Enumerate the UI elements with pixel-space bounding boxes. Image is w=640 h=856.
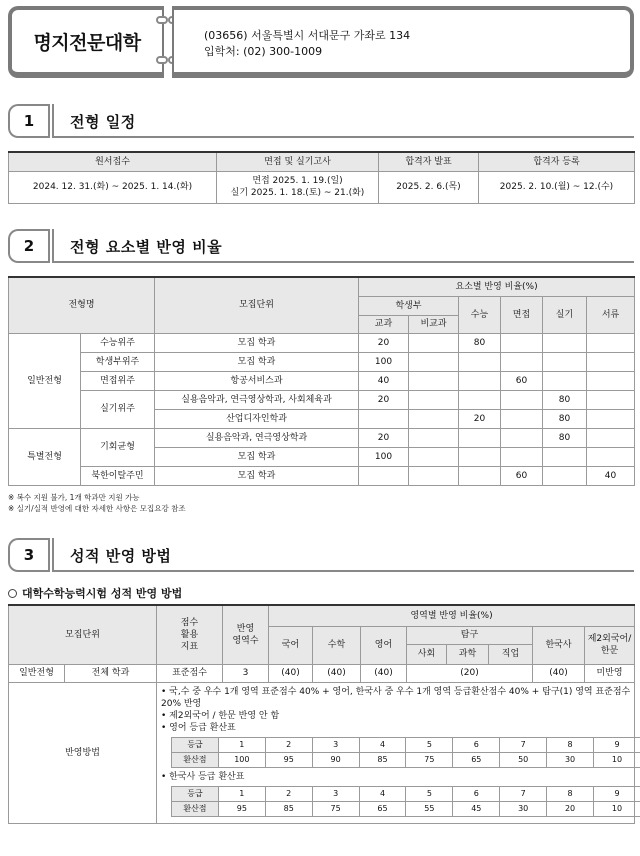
val-nonsubject	[409, 447, 459, 466]
val-practical: 80	[543, 390, 587, 409]
school-header	[8, 6, 634, 78]
sub-type: 기회균형	[81, 428, 155, 466]
method-bullet: • 제2외국어 / 한문 반영 안 함	[161, 710, 280, 721]
header-practical: 실기	[543, 296, 587, 333]
header-foreign: 제2외국어/ 한문	[585, 626, 635, 664]
val-practical: 80	[543, 428, 587, 447]
val-csat	[459, 447, 501, 466]
conv-score: 10	[594, 801, 640, 816]
unit: 실용음악과, 연극영상학과, 사회체육과	[155, 390, 359, 409]
val-csat	[459, 428, 501, 447]
table-row	[9, 664, 635, 682]
section-title: 전형 일정	[70, 113, 136, 131]
grade-label: 등급	[172, 737, 219, 752]
header-science: 과학	[447, 644, 489, 664]
val-docs	[587, 447, 635, 466]
conv-label: 환산점	[172, 752, 219, 767]
table-row	[9, 390, 635, 409]
conv-score: 30	[500, 801, 547, 816]
school-name-box	[8, 6, 164, 78]
grade: 4	[359, 786, 406, 801]
method-label: 반영방법	[9, 682, 157, 823]
method-bullet: • 한국사 등급 환산표	[161, 771, 245, 782]
val-docs	[587, 352, 635, 371]
header-inquiry: 탐구	[407, 626, 533, 644]
val-subject	[359, 409, 409, 428]
header-type: 전형명	[9, 277, 155, 333]
header-vocational: 직업	[489, 644, 533, 664]
unit: 모집 학과	[155, 466, 359, 485]
type-special: 특별전형	[9, 428, 81, 485]
table-row	[9, 352, 635, 371]
section-number: 3	[8, 538, 48, 572]
table-row	[9, 428, 635, 447]
row-inquiry: (20)	[407, 664, 533, 682]
header-announce: 합격자 발표	[379, 152, 479, 171]
val-nonsubject	[409, 428, 459, 447]
section-number: 2	[8, 229, 48, 263]
header-korean: 국어	[269, 626, 313, 664]
section-title: 성적 반영 방법	[70, 547, 172, 565]
header-area-count: 반영 영역수	[223, 605, 269, 664]
conv-score: 75	[312, 801, 359, 816]
header-interview: 면접	[501, 296, 543, 333]
val-subject: 100	[359, 352, 409, 371]
header-math: 수학	[313, 626, 361, 664]
section-header-score	[8, 538, 634, 572]
conv-score: 65	[453, 752, 500, 767]
val-interview	[501, 447, 543, 466]
grade: 7	[500, 737, 547, 752]
val-nonsubject	[409, 371, 459, 390]
grade: 7	[500, 786, 547, 801]
row-math: (40)	[313, 664, 361, 682]
row-count: 3	[223, 664, 269, 682]
val-subject	[359, 466, 409, 485]
type-general: 일반전형	[9, 333, 81, 428]
row-type: 일반전형	[9, 664, 65, 682]
header-nonsubject: 비교과	[409, 315, 459, 333]
method-bullet: • 영어 등급 환산표	[161, 722, 236, 733]
val-interview	[501, 428, 543, 447]
row-foreign: 미반영	[585, 664, 635, 682]
interview-dates	[217, 171, 379, 203]
section-header-ratio	[8, 229, 634, 263]
note: ※ 실기/실적 반영에 대한 자세한 사항은 모집요강 참조	[8, 504, 186, 513]
val-nonsubject	[409, 333, 459, 352]
grade: 9	[594, 786, 640, 801]
conv-score: 85	[265, 801, 312, 816]
val-docs	[587, 333, 635, 352]
conv-score: 30	[547, 752, 594, 767]
grade: 8	[547, 737, 594, 752]
grade: 4	[359, 737, 406, 752]
section-title: 전형 요소별 반영 비율	[70, 238, 223, 256]
val-practical	[543, 352, 587, 371]
school-name: 명지전문대학	[33, 31, 141, 54]
row-score: 표준점수	[157, 664, 223, 682]
val-interview: 60	[501, 466, 543, 485]
register-date: 2025. 2. 10.(월) ~ 12.(수)	[479, 171, 635, 203]
contact-box	[172, 6, 634, 78]
csat-subtitle	[8, 585, 182, 601]
val-csat	[459, 371, 501, 390]
header-csat: 수능	[459, 296, 501, 333]
grade-label: 등급	[172, 786, 219, 801]
val-practical	[543, 333, 587, 352]
val-csat	[459, 390, 501, 409]
val-practical	[543, 447, 587, 466]
section-number: 1	[8, 104, 48, 138]
unit: 모집 학과	[155, 447, 359, 466]
grade: 6	[453, 786, 500, 801]
english-grade-table	[171, 737, 640, 768]
val-interview	[501, 333, 543, 352]
practical-date: 실기 2025. 1. 18.(토) ~ 21.(화)	[230, 188, 365, 198]
row-unit: 전체 학과	[65, 664, 157, 682]
sub-type: 수능위주	[81, 333, 155, 352]
header-unit: 모집단위	[9, 605, 157, 664]
val-subject: 20	[359, 428, 409, 447]
grade: 5	[406, 737, 453, 752]
conv-score: 95	[218, 801, 265, 816]
val-practical: 80	[543, 409, 587, 428]
val-docs	[587, 409, 635, 428]
grade: 5	[406, 786, 453, 801]
val-subject: 40	[359, 371, 409, 390]
sub-type: 실기위주	[81, 390, 155, 428]
header-school-record: 학생부	[359, 296, 459, 315]
val-csat: 80	[459, 333, 501, 352]
val-subject: 100	[359, 447, 409, 466]
header-history: 한국사	[533, 626, 585, 664]
val-docs: 40	[587, 466, 635, 485]
conv-score: 90	[312, 752, 359, 767]
grade: 3	[312, 786, 359, 801]
grade: 3	[312, 737, 359, 752]
csat-table	[8, 604, 635, 824]
header-docs: 서류	[587, 296, 635, 333]
history-grade-table	[171, 786, 640, 817]
conv-score: 65	[359, 801, 406, 816]
interview-date: 면접 2025. 1. 19.(일)	[252, 176, 343, 186]
header-unit: 모집단위	[155, 277, 359, 333]
note: ※ 복수 지원 불가, 1개 학과만 지원 가능	[8, 493, 140, 502]
grade: 1	[218, 737, 265, 752]
row-english: (40)	[361, 664, 407, 682]
conv-label: 환산점	[172, 801, 219, 816]
apply-date: 2024. 12. 31.(화) ~ 2025. 1. 14.(화)	[9, 171, 217, 203]
header-interview: 면접 및 실기고사	[217, 152, 379, 171]
conv-score: 50	[500, 752, 547, 767]
ratio-table	[8, 276, 635, 486]
val-docs	[587, 371, 635, 390]
subtitle-text: 대학수학능력시험 성적 반영 방법	[22, 587, 183, 600]
sub-type: 학생부위주	[81, 352, 155, 371]
grade: 2	[265, 786, 312, 801]
header-ratio: 요소별 반영 비율(%)	[359, 277, 635, 296]
val-nonsubject	[409, 390, 459, 409]
val-interview: 60	[501, 371, 543, 390]
unit: 모집 학과	[155, 333, 359, 352]
unit: 항공서비스과	[155, 371, 359, 390]
grade: 1	[218, 786, 265, 801]
val-practical	[543, 371, 587, 390]
conv-score: 20	[547, 801, 594, 816]
conv-score: 95	[265, 752, 312, 767]
sub-type: 면접위주	[81, 371, 155, 390]
header-english: 영어	[361, 626, 407, 664]
conv-score: 10	[594, 752, 640, 767]
header-score-index: 점수 활용 지표	[157, 605, 223, 664]
conv-score: 85	[359, 752, 406, 767]
unit: 산업디자인학과	[155, 409, 359, 428]
method-content	[157, 682, 635, 823]
circle-bullet-icon	[8, 589, 17, 598]
grade: 2	[265, 737, 312, 752]
val-practical	[543, 466, 587, 485]
address: (03656) 서울특별시 서대문구 가좌로 134	[204, 29, 411, 42]
grade: 6	[453, 737, 500, 752]
row-korean: (40)	[269, 664, 313, 682]
header-area-ratio: 영역별 반영 비율(%)	[269, 605, 635, 626]
val-docs	[587, 390, 635, 409]
val-nonsubject	[409, 409, 459, 428]
table-row	[9, 333, 635, 352]
val-csat: 20	[459, 409, 501, 428]
val-subject: 20	[359, 390, 409, 409]
announce-date: 2025. 2. 6.(목)	[379, 171, 479, 203]
phone: 입학처: (02) 300-1009	[204, 45, 323, 58]
val-docs	[587, 428, 635, 447]
header-apply: 원서접수	[9, 152, 217, 171]
sub-type: 북한이탈주민	[81, 466, 155, 485]
grade: 8	[547, 786, 594, 801]
unit: 모집 학과	[155, 352, 359, 371]
row-history: (40)	[533, 664, 585, 682]
conv-score: 100	[218, 752, 265, 767]
val-nonsubject	[409, 352, 459, 371]
method-row	[9, 682, 635, 823]
conv-score: 75	[406, 752, 453, 767]
val-subject: 20	[359, 333, 409, 352]
val-csat	[459, 352, 501, 371]
val-nonsubject	[409, 466, 459, 485]
val-interview	[501, 409, 543, 428]
method-bullet: • 국,수 중 우수 1개 영역 표준점수 40% + 영어, 한국사 중 우수 1개 영역 등급환산점수 40% + 탐구(1) 영역 표준점수 20% 반영	[161, 686, 631, 709]
unit: 실용음악과, 연극영상학과	[155, 428, 359, 447]
val-interview	[501, 352, 543, 371]
section-header-schedule	[8, 104, 634, 138]
header-social: 사회	[407, 644, 447, 664]
table-row	[9, 466, 635, 485]
header-register: 합격자 등록	[479, 152, 635, 171]
header-subject: 교과	[359, 315, 409, 333]
conv-score: 45	[453, 801, 500, 816]
schedule-table	[8, 151, 635, 204]
notes	[8, 492, 186, 514]
grade: 9	[594, 737, 640, 752]
conv-score: 55	[406, 801, 453, 816]
val-csat	[459, 466, 501, 485]
val-interview	[501, 390, 543, 409]
table-row	[9, 371, 635, 390]
